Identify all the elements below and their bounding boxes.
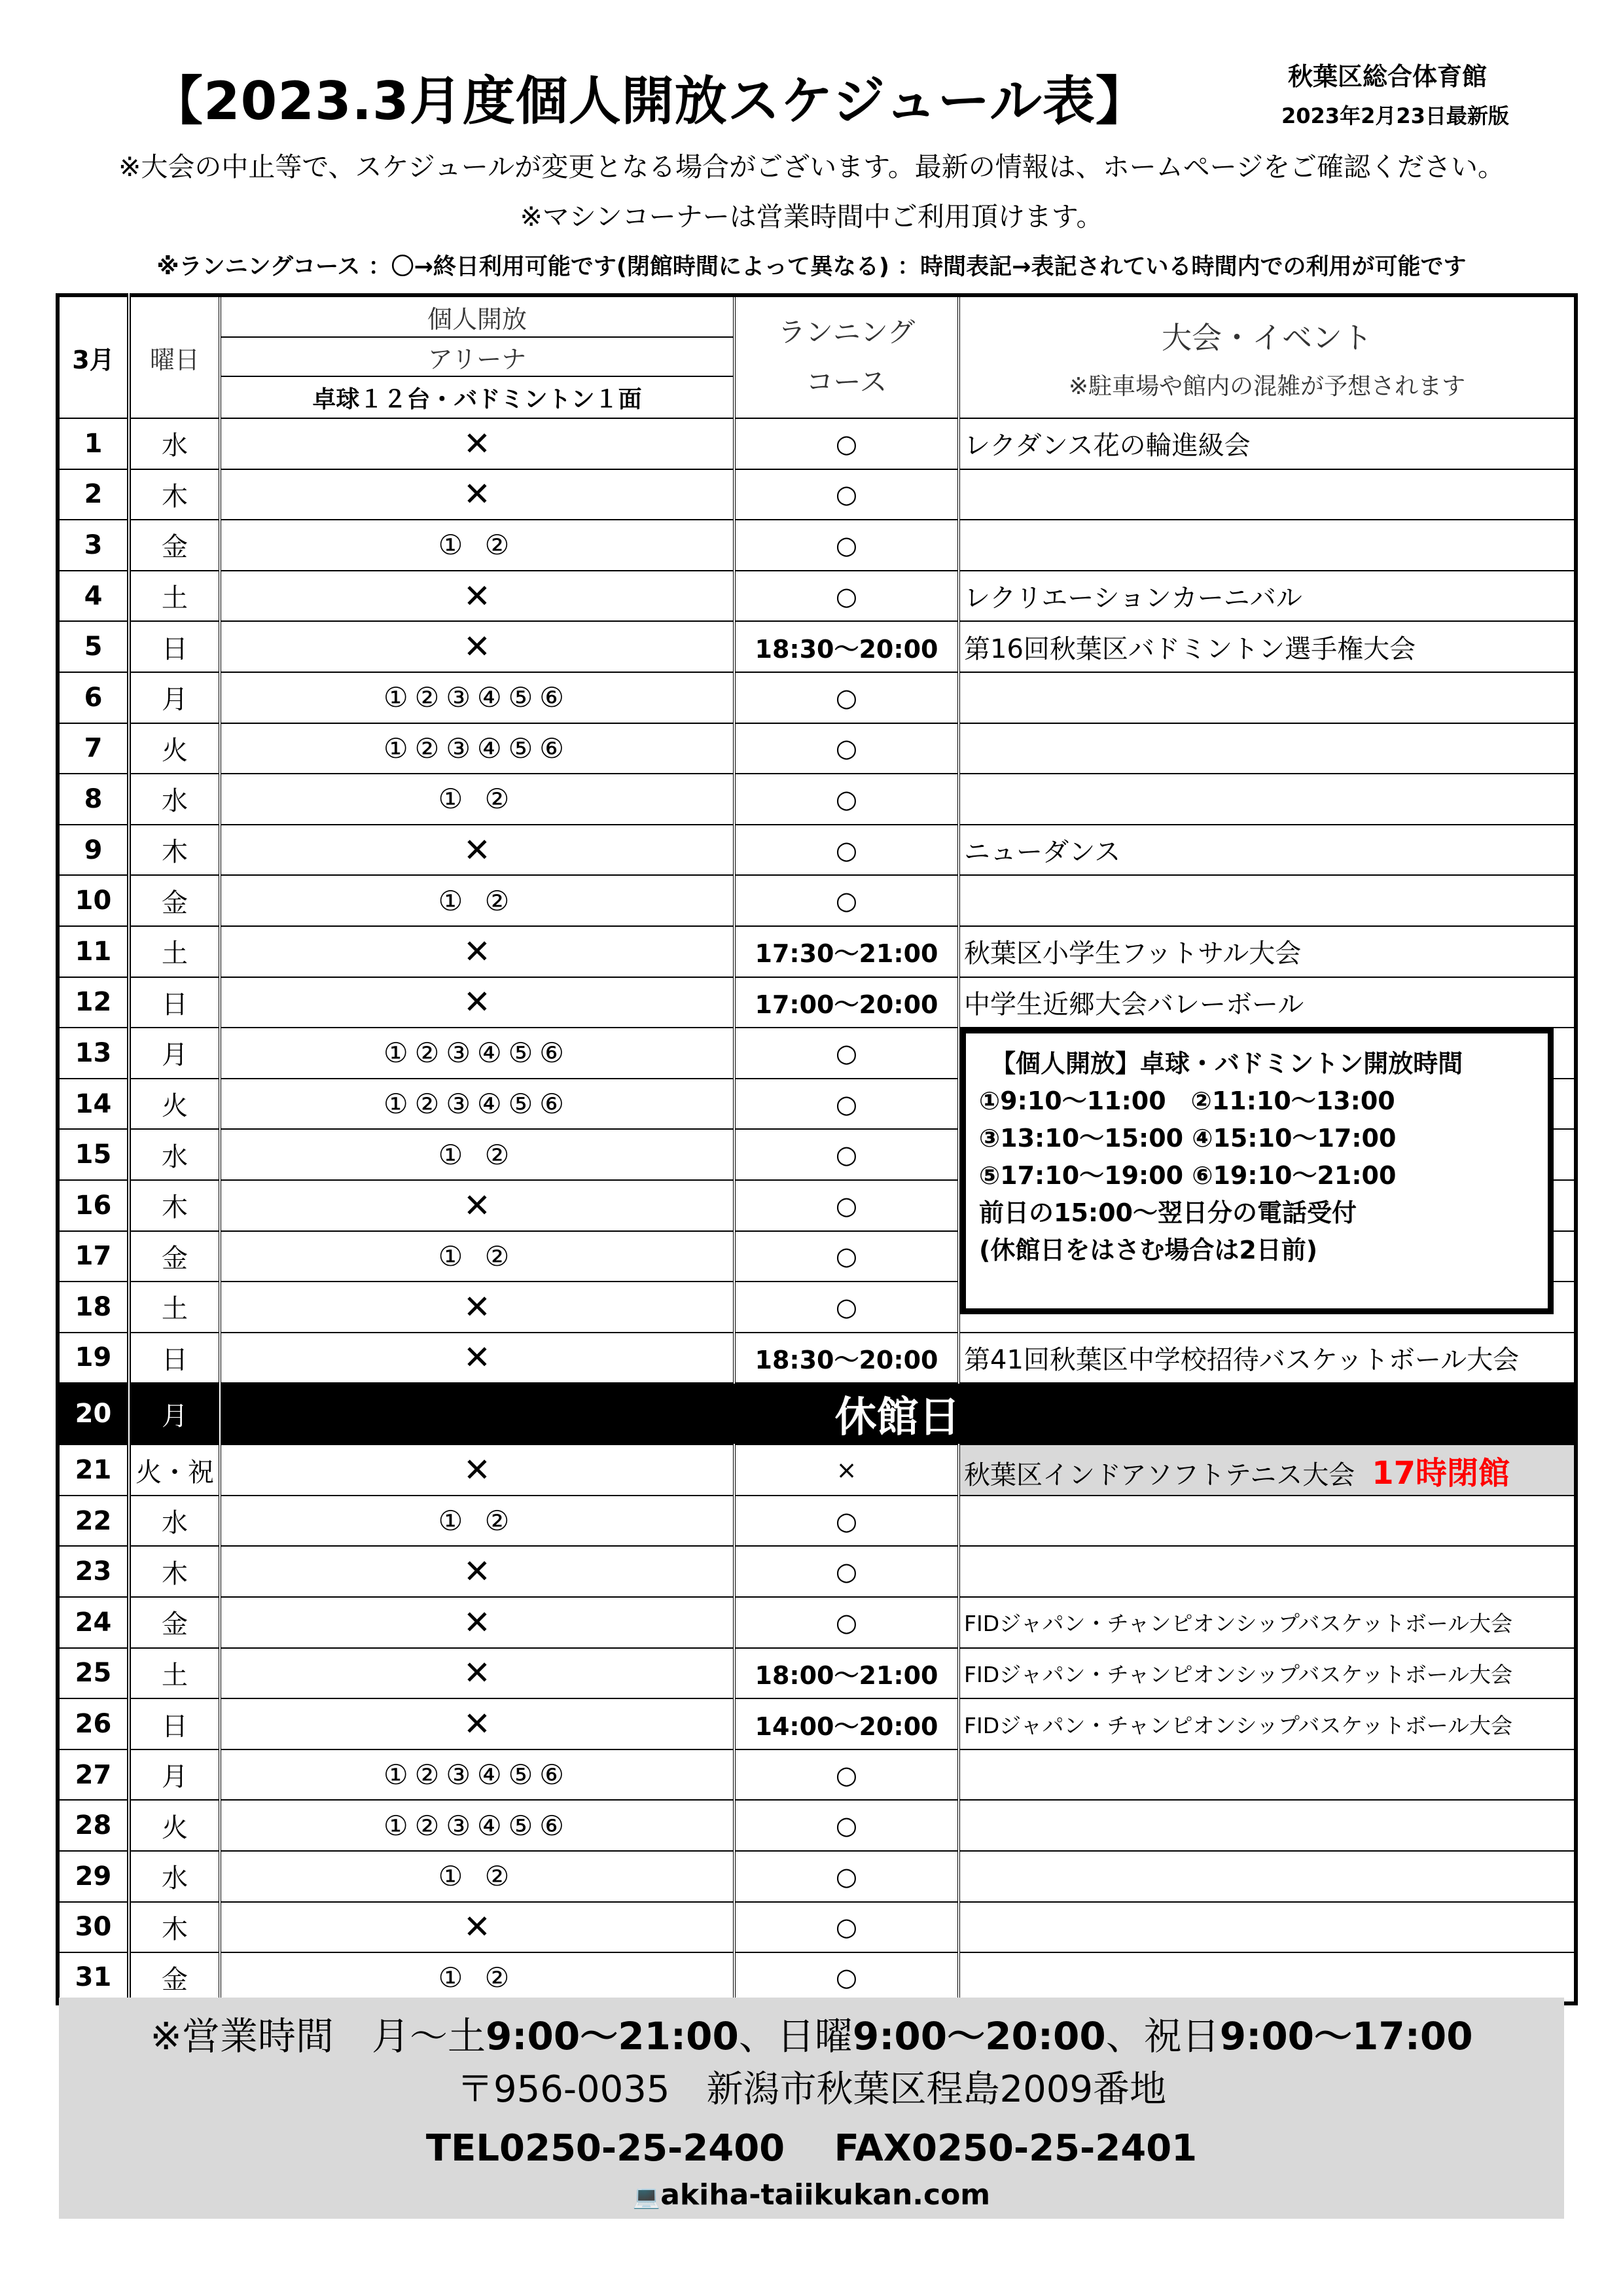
running-mark: ○ xyxy=(734,571,959,622)
event-cell xyxy=(959,520,1576,571)
event-cell xyxy=(959,926,1576,977)
running-hours: 18:30～20:00 xyxy=(734,621,959,672)
day-number: 9 xyxy=(58,825,129,876)
weekday: 水 xyxy=(129,1129,220,1180)
schedule-row xyxy=(58,1444,1576,1496)
running-hours: 18:00～21:00 xyxy=(734,1648,959,1699)
phone-reservation-note: 前日の15:00～翌日分の電話受付 xyxy=(979,1198,1357,1227)
running-mark: ○ xyxy=(734,1282,959,1333)
day-number: 22 xyxy=(58,1496,129,1547)
day-number: 16 xyxy=(58,1180,129,1231)
arena-closed-mark: ✕ xyxy=(220,1333,734,1384)
schedule-row xyxy=(58,571,1576,622)
day-number: 27 xyxy=(58,1749,129,1801)
day-number: 25 xyxy=(58,1648,129,1699)
weekday: 土 xyxy=(129,1282,220,1333)
running-mark: ○ xyxy=(734,1028,959,1079)
weekday: 木 xyxy=(129,1180,220,1231)
day-number: 18 xyxy=(58,1282,129,1333)
running-mark: ○ xyxy=(734,1952,959,2003)
opening-hours-line: ①9:10～11:00 ②11:10～13:00 xyxy=(979,1086,1395,1115)
arena-closed-mark: ✕ xyxy=(220,1180,734,1231)
running-mark: ○ xyxy=(734,774,959,825)
day-number: 31 xyxy=(58,1952,129,2003)
weekday: 月 xyxy=(129,672,220,723)
header-arena-group: 個人開放 xyxy=(220,295,734,337)
hours-prefix: ※営業時間 月～土 xyxy=(150,2014,486,2058)
computer-icon: 💻 xyxy=(632,2184,661,2210)
running-mark: ○ xyxy=(734,723,959,774)
running-mark: ○ xyxy=(734,1851,959,1902)
early-closing-label: 17時閉館 xyxy=(1372,1454,1510,1492)
day-number: 23 xyxy=(58,1546,129,1597)
event-cell xyxy=(959,1698,1576,1749)
running-mark: ○ xyxy=(734,1749,959,1801)
arena-closed-mark: ✕ xyxy=(220,418,734,469)
event-cell xyxy=(959,672,1576,723)
header-arena: アリーナ xyxy=(220,337,734,376)
event-cell xyxy=(959,1902,1576,1953)
opening-hours-line: ③13:10～15:00 ④15:10～17:00 xyxy=(979,1124,1397,1153)
day-number: 28 xyxy=(58,1800,129,1851)
weekday: 水 xyxy=(129,418,220,469)
arena-slots: ①②③④⑤⑥ xyxy=(220,672,734,723)
running-mark: ○ xyxy=(734,1597,959,1648)
closed-day-label: 休館日 xyxy=(220,1383,1576,1444)
weekday: 火・祝 xyxy=(129,1444,220,1496)
event-name: FIDジャパン・チャンピオンシップバスケットボール大会 xyxy=(964,1661,1513,1687)
running-mark: ○ xyxy=(734,672,959,723)
schedule-row xyxy=(58,621,1576,672)
event-cell xyxy=(959,1333,1576,1384)
opening-hours-box xyxy=(960,1028,1554,1314)
schedule-row xyxy=(58,926,1576,977)
running-mark: × xyxy=(734,1444,959,1496)
website[interactable] xyxy=(59,2178,1564,2212)
machine-corner-note: ※マシンコーナーは営業時間中ご利用頂けます。 xyxy=(520,201,1103,232)
weekday: 日 xyxy=(129,977,220,1028)
day-number: 29 xyxy=(58,1851,129,1902)
weekday: 火 xyxy=(129,1800,220,1851)
schedule-row xyxy=(58,1333,1576,1384)
weekday: 火 xyxy=(129,723,220,774)
schedule-row xyxy=(58,1383,1576,1444)
arena-closed-mark: ✕ xyxy=(220,1648,734,1699)
arena-slots: ① ② xyxy=(220,1231,734,1282)
footer xyxy=(59,1998,1564,2219)
arena-closed-mark: ✕ xyxy=(220,825,734,876)
arena-closed-mark: ✕ xyxy=(220,1546,734,1597)
schedule-row xyxy=(58,1851,1576,1902)
event-cell xyxy=(959,621,1576,672)
event-cell xyxy=(959,571,1576,622)
day-number: 6 xyxy=(58,672,129,723)
event-cell xyxy=(959,774,1576,825)
arena-slots: ① ② xyxy=(220,1851,734,1902)
weekday: 土 xyxy=(129,1648,220,1699)
event-cell xyxy=(959,418,1576,469)
day-number: 8 xyxy=(58,774,129,825)
weekday: 金 xyxy=(129,875,220,926)
day-number: 19 xyxy=(58,1333,129,1384)
event-cell xyxy=(959,1851,1576,1902)
schedule-row xyxy=(58,469,1576,520)
website-url[interactable]: akiha-taiikukan.com xyxy=(660,2178,991,2212)
header-running xyxy=(734,295,959,418)
arena-closed-mark: ✕ xyxy=(220,1597,734,1648)
event-cell xyxy=(959,1800,1576,1851)
day-number: 2 xyxy=(58,469,129,520)
event-cell xyxy=(959,1444,1576,1496)
day-number: 21 xyxy=(58,1444,129,1496)
schedule-row xyxy=(58,672,1576,723)
arena-slots: ① ② xyxy=(220,1129,734,1180)
weekday: 木 xyxy=(129,825,220,876)
arena-slots: ① ② xyxy=(220,1952,734,2003)
running-mark: ○ xyxy=(734,469,959,520)
header-event-note: ※駐車場や館内の混雑が予想されます xyxy=(1068,372,1466,400)
weekday: 土 xyxy=(129,926,220,977)
arena-slots: ① ② xyxy=(220,875,734,926)
schedule-change-note: ※大会の中止等で、スケジュールが変更となる場合がございます。最新の情報は、ホームページをご確認ください。 xyxy=(118,151,1505,183)
event-cell xyxy=(959,1648,1576,1699)
schedule-row xyxy=(58,723,1576,774)
day-number: 3 xyxy=(58,520,129,571)
business-hours xyxy=(59,2005,1564,2060)
event-cell xyxy=(959,469,1576,520)
arena-closed-mark: ✕ xyxy=(220,1902,734,1953)
page-title: 【2023.3月度個人開放スケジュール表】 xyxy=(151,71,1149,132)
day-number: 11 xyxy=(58,926,129,977)
day-number: 15 xyxy=(58,1129,129,1180)
event-name: 秋葉区インドアソフトテニス大会 xyxy=(964,1460,1355,1490)
running-course-note: ※ランニングコース ：〇→終日利用可能です(閉館時間によって異なる) ：時間表記→表記されている時間内での利用が可能です xyxy=(156,254,1467,280)
arena-slots: ①②③④⑤⑥ xyxy=(220,1749,734,1801)
schedule-row xyxy=(58,1902,1576,1953)
event-name: 第41回秋葉区中学校招待バスケットボール大会 xyxy=(964,1344,1520,1375)
running-mark: ○ xyxy=(734,1129,959,1180)
event-cell xyxy=(959,1749,1576,1801)
running-hours: 14:00～20:00 xyxy=(734,1698,959,1749)
header-event xyxy=(959,295,1576,418)
running-mark: ○ xyxy=(734,1902,959,1953)
event-cell xyxy=(959,1496,1576,1547)
event-cell xyxy=(959,825,1576,876)
schedule-row xyxy=(58,977,1576,1028)
running-hours: 18:30～20:00 xyxy=(734,1333,959,1384)
day-number: 1 xyxy=(58,418,129,469)
weekday: 日 xyxy=(129,1333,220,1384)
day-number: 10 xyxy=(58,875,129,926)
opening-hours-line: ⑤17:10～19:00 ⑥19:10～21:00 xyxy=(979,1161,1397,1190)
running-mark: ○ xyxy=(734,418,959,469)
schedule-row xyxy=(58,520,1576,571)
running-mark: ○ xyxy=(734,1231,959,1282)
event-name: FIDジャパン・チャンピオンシップバスケットボール大会 xyxy=(964,1611,1513,1637)
day-number: 14 xyxy=(58,1079,129,1130)
weekday: 木 xyxy=(129,1546,220,1597)
header-arena-detail: 卓球１２台・バドミントン１面 xyxy=(220,376,734,418)
arena-slots: ①②③④⑤⑥ xyxy=(220,1028,734,1079)
arena-closed-mark: ✕ xyxy=(220,1698,734,1749)
running-mark: ○ xyxy=(734,1180,959,1231)
weekday: 木 xyxy=(129,1902,220,1953)
schedule-row xyxy=(58,1546,1576,1597)
day-number: 24 xyxy=(58,1597,129,1648)
running-hours: 17:30～21:00 xyxy=(734,926,959,977)
day-number: 7 xyxy=(58,723,129,774)
weekday: 水 xyxy=(129,774,220,825)
hours-sunday: 9:00～20:00 xyxy=(852,2014,1106,2058)
event-cell xyxy=(959,1952,1576,2003)
schedule-row xyxy=(58,825,1576,876)
running-mark: ○ xyxy=(734,1079,959,1130)
arena-slots: ①②③④⑤⑥ xyxy=(220,723,734,774)
day-number: 4 xyxy=(58,571,129,622)
arena-closed-mark: ✕ xyxy=(220,1444,734,1496)
arena-closed-mark: ✕ xyxy=(220,977,734,1028)
arena-closed-mark: ✕ xyxy=(220,621,734,672)
running-mark: ○ xyxy=(734,875,959,926)
header-running-line1: ランニング xyxy=(777,316,916,349)
arena-closed-mark: ✕ xyxy=(220,469,734,520)
event-cell xyxy=(959,875,1576,926)
weekday: 金 xyxy=(129,1952,220,2003)
event-cell xyxy=(959,1546,1576,1597)
running-mark: ○ xyxy=(734,1800,959,1851)
schedule-row xyxy=(58,1800,1576,1851)
day-number: 26 xyxy=(58,1698,129,1749)
organization-name: 秋葉区総合体育館 xyxy=(1288,62,1488,91)
hours-sunday-label: 、日曜 xyxy=(738,2014,853,2058)
header-weekday: 曜日 xyxy=(129,295,220,418)
schedule-row xyxy=(58,1698,1576,1749)
running-mark: ○ xyxy=(734,825,959,876)
hours-weekday: 9:00～21:00 xyxy=(485,2014,739,2058)
weekday: 月 xyxy=(129,1749,220,1801)
running-mark: ○ xyxy=(734,520,959,571)
schedule-row xyxy=(58,1597,1576,1648)
weekday: 水 xyxy=(129,1851,220,1902)
day-number: 5 xyxy=(58,621,129,672)
header-running-line2: コース xyxy=(806,366,887,398)
event-name: 中学生近郷大会バレーボール xyxy=(964,989,1304,1020)
header-event-title: 大会・イベント xyxy=(1162,319,1372,355)
weekday: 月 xyxy=(129,1383,220,1444)
weekday: 金 xyxy=(129,1231,220,1282)
weekday: 月 xyxy=(129,1028,220,1079)
arena-slots: ① ② xyxy=(220,520,734,571)
arena-slots: ①②③④⑤⑥ xyxy=(220,1800,734,1851)
running-mark: ○ xyxy=(734,1546,959,1597)
day-number: 12 xyxy=(58,977,129,1028)
updated-date: 2023年2月23日最新版 xyxy=(1281,103,1509,128)
weekday: 金 xyxy=(129,1597,220,1648)
event-name: 秋葉区小学生フットサル大会 xyxy=(964,939,1302,969)
day-number: 30 xyxy=(58,1902,129,1953)
event-cell xyxy=(959,1597,1576,1648)
event-name: レクダンス花の輪進級会 xyxy=(964,431,1251,461)
arena-slots: ① ② xyxy=(220,774,734,825)
arena-closed-mark: ✕ xyxy=(220,926,734,977)
event-name: レクリエーションカーニバル xyxy=(964,583,1302,614)
schedule-row xyxy=(58,418,1576,469)
schedule-row xyxy=(58,1648,1576,1699)
weekday: 木 xyxy=(129,469,220,520)
closed-day-reservation-note: (休館日をはさむ場合は2日前) xyxy=(979,1236,1318,1265)
schedule-row xyxy=(58,1749,1576,1801)
arena-slots: ①②③④⑤⑥ xyxy=(220,1079,734,1130)
day-number: 17 xyxy=(58,1231,129,1282)
contact-numbers: TEL0250-25-2400 FAX0250-25-2401 xyxy=(425,2127,1198,2170)
day-number: 20 xyxy=(58,1383,129,1444)
running-mark: ○ xyxy=(734,1496,959,1547)
event-cell xyxy=(959,977,1576,1028)
weekday: 日 xyxy=(129,621,220,672)
event-name: ニューダンス xyxy=(964,837,1121,868)
schedule-row xyxy=(58,1496,1576,1547)
event-name: FIDジャパン・チャンピオンシップバスケットボール大会 xyxy=(964,1712,1513,1738)
address: 〒956-0035 新潟市秋葉区程島2009番地 xyxy=(456,2068,1167,2111)
weekday: 土 xyxy=(129,571,220,622)
event-cell xyxy=(959,723,1576,774)
schedule-row xyxy=(58,875,1576,926)
arena-slots: ① ② xyxy=(220,1496,734,1547)
running-hours: 17:00～20:00 xyxy=(734,977,959,1028)
day-number: 13 xyxy=(58,1028,129,1079)
arena-closed-mark: ✕ xyxy=(220,571,734,622)
schedule-row xyxy=(58,774,1576,825)
opening-hours-title: 【個人開放】卓球・バドミントン開放時間 xyxy=(991,1049,1463,1078)
weekday: 水 xyxy=(129,1496,220,1547)
weekday: 火 xyxy=(129,1079,220,1130)
header-day: 3月 xyxy=(58,295,129,418)
arena-closed-mark: ✕ xyxy=(220,1282,734,1333)
weekday: 金 xyxy=(129,520,220,571)
event-name: 第16回秋葉区バドミントン選手権大会 xyxy=(964,634,1416,664)
weekday: 日 xyxy=(129,1698,220,1749)
schedule-row xyxy=(58,1952,1576,2003)
hours-holiday: 9:00～17:00 xyxy=(1219,2014,1473,2058)
hours-holiday-label: 、祝日 xyxy=(1105,2014,1220,2058)
